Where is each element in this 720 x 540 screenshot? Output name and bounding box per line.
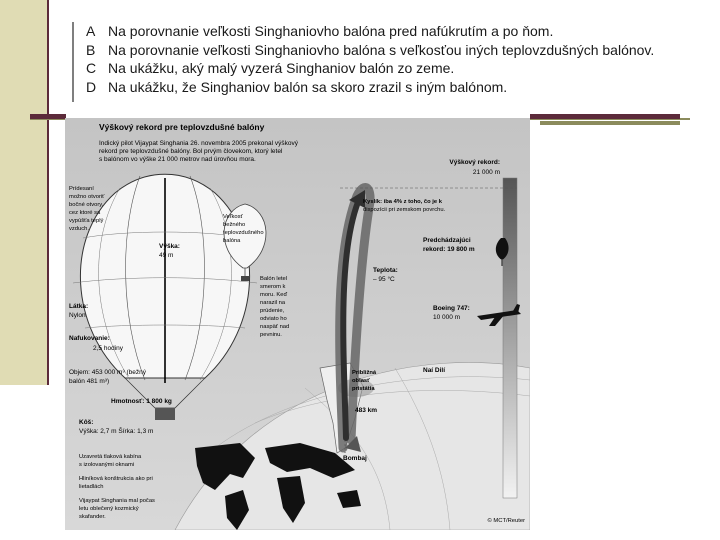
flight-note-line: narazil na bbox=[260, 300, 286, 306]
mumbai-label: Bombaj bbox=[343, 455, 367, 462]
decorative-divider-vertical bbox=[47, 0, 49, 385]
option-letter: D bbox=[86, 78, 97, 95]
cabin-note-line: Uzavretá tlaková kabína bbox=[79, 454, 142, 460]
record-height-value: 21 000 m bbox=[472, 169, 500, 176]
weight-label: Hmotnosť: 1 800 kg bbox=[111, 398, 172, 405]
temperature-value: – 95 °C bbox=[373, 276, 395, 283]
temperature-label: Teplota: bbox=[373, 267, 398, 274]
option-b[interactable] bbox=[86, 41, 712, 60]
balloon-record-infographic bbox=[65, 118, 530, 530]
vents-note-line: cez ktoré sa bbox=[69, 210, 101, 216]
size-compare-line: Veľkosť bbox=[223, 214, 243, 220]
vents-note-line: vzduch. bbox=[69, 226, 89, 232]
option-c[interactable] bbox=[86, 59, 712, 78]
option-letter: B bbox=[86, 41, 96, 58]
intro-line: s balónom vo výške 21 000 metrov nad úrovňou mora. bbox=[99, 156, 256, 163]
oxygen-label: Kyslík: iba 4% z toho, čo je k bbox=[363, 199, 442, 205]
landing-label: Približná bbox=[352, 370, 377, 376]
decorative-strip-left bbox=[30, 114, 66, 119]
option-text: Na ukážku, aký malý vyzerá Singhaniov balón zo zeme. bbox=[108, 60, 455, 76]
inflation-label: Nafukovanie: bbox=[69, 335, 110, 342]
fabric-label: Látka: bbox=[69, 303, 89, 310]
oxygen-label: dispozícii pri zemskom povrchu. bbox=[363, 207, 446, 213]
flight-note-line: odviato ho bbox=[260, 316, 287, 322]
decorative-strip-right bbox=[530, 114, 680, 119]
flight-note-line: naspäť nad bbox=[260, 324, 290, 330]
option-text: Na ukážku, že Singhaniov balón sa skoro zrazil s iným balónom. bbox=[108, 78, 508, 95]
previous-record-label: Predchádzajúci bbox=[423, 237, 471, 244]
flight-note-line: moru. Keď bbox=[260, 292, 288, 298]
basket-label: Kôš: bbox=[79, 419, 94, 426]
record-height-label: Výškový rekord: bbox=[449, 159, 500, 166]
balloon-height-label: Výška: bbox=[159, 243, 180, 250]
basket-value: Výška: 2,7 m Šírka: 1,3 m bbox=[79, 428, 154, 435]
boeing-value: 10 000 m bbox=[433, 314, 461, 321]
answer-options-list bbox=[72, 22, 712, 102]
option-d[interactable] bbox=[86, 78, 712, 97]
vents-note-line: vypúšťa teplý bbox=[69, 218, 104, 224]
landing-label: oblasť bbox=[352, 378, 370, 384]
size-compare-line: bežného bbox=[223, 222, 246, 228]
volume-line: Objem: 453 000 m³ (bežný bbox=[69, 369, 146, 376]
cabin-note-line: Hliníková konštrukcia ako pri bbox=[79, 476, 153, 482]
credit-label: © MCT/Reuter bbox=[487, 518, 525, 524]
cabin-note-line: Vijaypat Singhania mal počas bbox=[79, 498, 155, 504]
cabin-note-line: lietadlách bbox=[79, 484, 104, 490]
vents-note-line: možno otvoriť bbox=[69, 194, 105, 200]
cabin-note-line: skafander. bbox=[79, 514, 106, 520]
balloon-height-value: 49 m bbox=[159, 252, 174, 259]
size-compare-line: balóna bbox=[223, 238, 241, 244]
intro-line: rekord pre teplovzdušné balóny. Bol prvým človekom, ktorý letel bbox=[99, 148, 283, 155]
decorative-strip-right-olive bbox=[540, 121, 680, 125]
boeing-label: Boeing 747: bbox=[433, 305, 470, 312]
landing-label: pristátia bbox=[352, 386, 375, 392]
cabin-note-line: s izolovanými oknami bbox=[79, 462, 135, 468]
vents-note-line: Prídesaní bbox=[69, 186, 94, 192]
option-letter: A bbox=[86, 23, 96, 39]
inflation-value: 2,5 hodiny bbox=[93, 345, 123, 352]
decorative-side-bar bbox=[0, 0, 47, 385]
flight-note-line: smerom k bbox=[260, 284, 286, 290]
option-text: Na porovnanie veľkosti Singhaniovho balóna pred nafúkrutím a po ňom. bbox=[108, 23, 554, 39]
distance-label: 483 km bbox=[355, 407, 378, 414]
fabric-value: Nylon bbox=[69, 312, 86, 319]
option-letter: C bbox=[86, 60, 97, 76]
flight-note-line: prúdenie, bbox=[260, 308, 285, 314]
intro-line: Indický pilot Vijaypat Singhania 26. novembra 2005 prekonal výškový bbox=[99, 140, 298, 147]
cabin-note-line: letu oblečený kozmický bbox=[79, 506, 139, 512]
size-compare-line: teplovzdušného bbox=[223, 230, 264, 236]
flight-note-line: pevninu. bbox=[260, 332, 282, 338]
previous-record-value: rekord: 19 800 m bbox=[423, 246, 475, 253]
option-a[interactable] bbox=[86, 22, 712, 41]
flight-note-line: Balón letel bbox=[260, 276, 288, 282]
vents-note-line: bočné otvory, bbox=[69, 202, 104, 208]
basket bbox=[155, 408, 175, 420]
option-text: Na porovnanie veľkosti Singhaniovho balóna s veľkosťou iných teplovzdušných balónov. bbox=[108, 41, 655, 58]
volume-line: balón 481 m³) bbox=[69, 378, 110, 385]
infographic-title: Výškový rekord pre teplovzdušné balóny bbox=[99, 122, 265, 132]
new-delhi-label: Naí Dilí bbox=[423, 367, 446, 374]
altitude-scale-bar bbox=[503, 178, 517, 498]
